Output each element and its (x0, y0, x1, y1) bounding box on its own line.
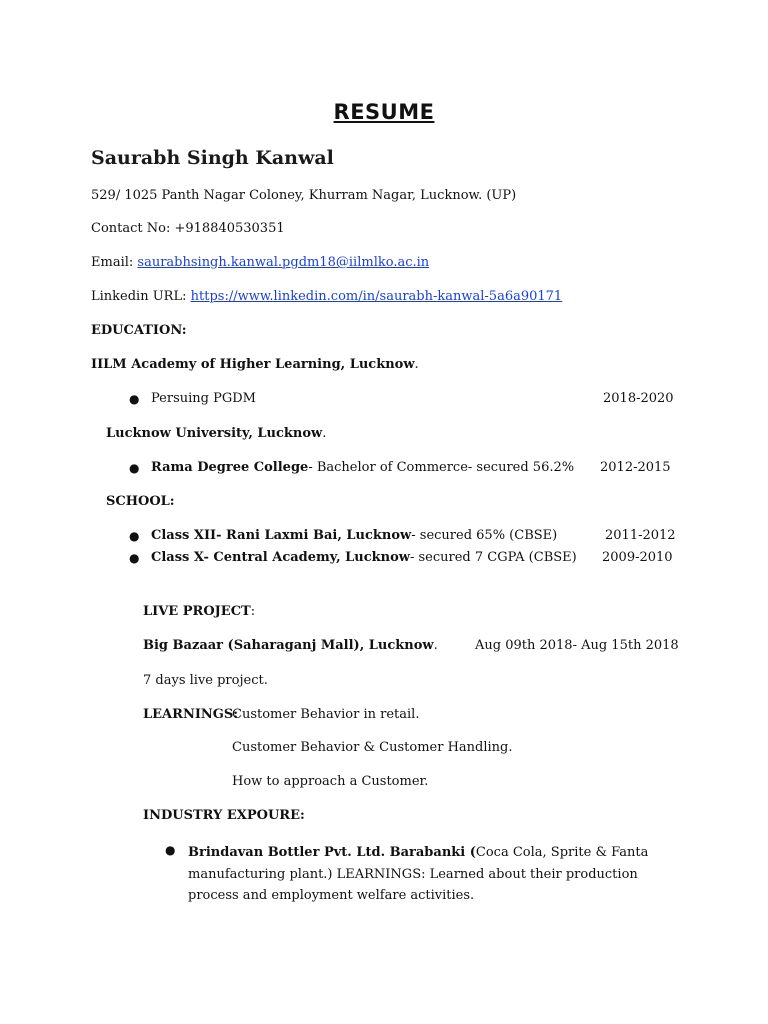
iilm-institution (91, 357, 419, 373)
linkedin-label: Linkedin URL: (91, 289, 187, 304)
learnings-label: LEARNINGS: (143, 707, 239, 722)
linkedin-link[interactable]: https://www.linkedin.com/in/saurabh-kanwal-5a6a90171 (190, 289, 563, 304)
industry-item (188, 842, 688, 907)
live-project-dates: Aug 09th 2018- Aug 15th 2018 (475, 638, 679, 653)
learning-item: Customer Behavior & Customer Handling. (232, 740, 513, 755)
school-detail: - secured 7 CGPA (CBSE) (409, 550, 577, 565)
address: 529/ 1025 Panth Nagar Coloney, Khurram Nagar, Lucknow. (UP) (91, 188, 517, 203)
email-line (91, 255, 429, 271)
resume-title: RESUME (333, 100, 435, 124)
industry-company: Brindavan Bottler Pvt. Ltd. Barabanki ( (188, 845, 476, 860)
industry-heading: INDUSTRY EXPOURE: (143, 808, 305, 823)
candidate-name: Saurabh Singh Kanwal (91, 147, 334, 169)
lu-name: Lucknow University, Lucknow (106, 426, 323, 441)
lu-college: Rama Degree College (151, 460, 309, 475)
bullet-icon: ● (129, 529, 140, 543)
bullet-icon: ● (129, 551, 140, 565)
school-name: Class XII- Rani Laxmi Bai, Lucknow (151, 528, 412, 543)
learning-item: Customer Behavior in retail. (232, 707, 420, 722)
lu-detail: - Bachelor of Commerce- secured 56.2% (308, 460, 575, 475)
email-label: Email: (91, 255, 134, 270)
lu-years: 2012-2015 (600, 460, 671, 475)
school-item (151, 528, 557, 544)
email-link[interactable]: saurabhsingh.kanwal.pgdm18@iilmlko.ac.in (137, 255, 430, 270)
iilm-years: 2018-2020 (603, 391, 674, 406)
live-project-dot: . (433, 638, 438, 653)
education-heading: EDUCATION: (91, 323, 187, 338)
school-item (151, 550, 577, 566)
live-project-place-name: Big Bazaar (Saharaganj Mall), Lucknow (143, 638, 434, 653)
learning-item: How to approach a Customer. (232, 774, 429, 789)
bullet-icon: ● (129, 461, 140, 475)
live-project-heading (143, 604, 255, 620)
school-years: 2009-2010 (602, 550, 673, 565)
lu-degree (151, 460, 574, 476)
iilm-name: IILM Academy of Higher Learning, Lucknow (91, 357, 415, 372)
lu-institution (106, 426, 326, 442)
iilm-program: Persuing PGDM (151, 391, 256, 406)
school-detail: - secured 65% (CBSE) (411, 528, 558, 543)
school-years: 2011-2012 (605, 528, 676, 543)
school-name: Class X- Central Academy, Lucknow (151, 550, 410, 565)
live-project-place (143, 638, 438, 654)
bullet-icon: ● (129, 392, 140, 406)
linkedin-line (91, 289, 562, 305)
school-heading: SCHOOL: (106, 494, 175, 509)
industry-detail: Coca Cola, Sprite & Fanta manufacturing plant.) LEARNINGS: Learned about their production process and employment welfare activities. (188, 845, 649, 903)
iilm-dot: . (414, 357, 419, 372)
lu-dot: . (322, 426, 327, 441)
live-project-colon: : (250, 604, 256, 619)
live-project-label: LIVE PROJECT (143, 604, 251, 619)
contact-number: Contact No: +918840530351 (91, 221, 285, 236)
live-project-description: 7 days live project. (143, 673, 268, 688)
bullet-icon: ● (165, 843, 176, 857)
